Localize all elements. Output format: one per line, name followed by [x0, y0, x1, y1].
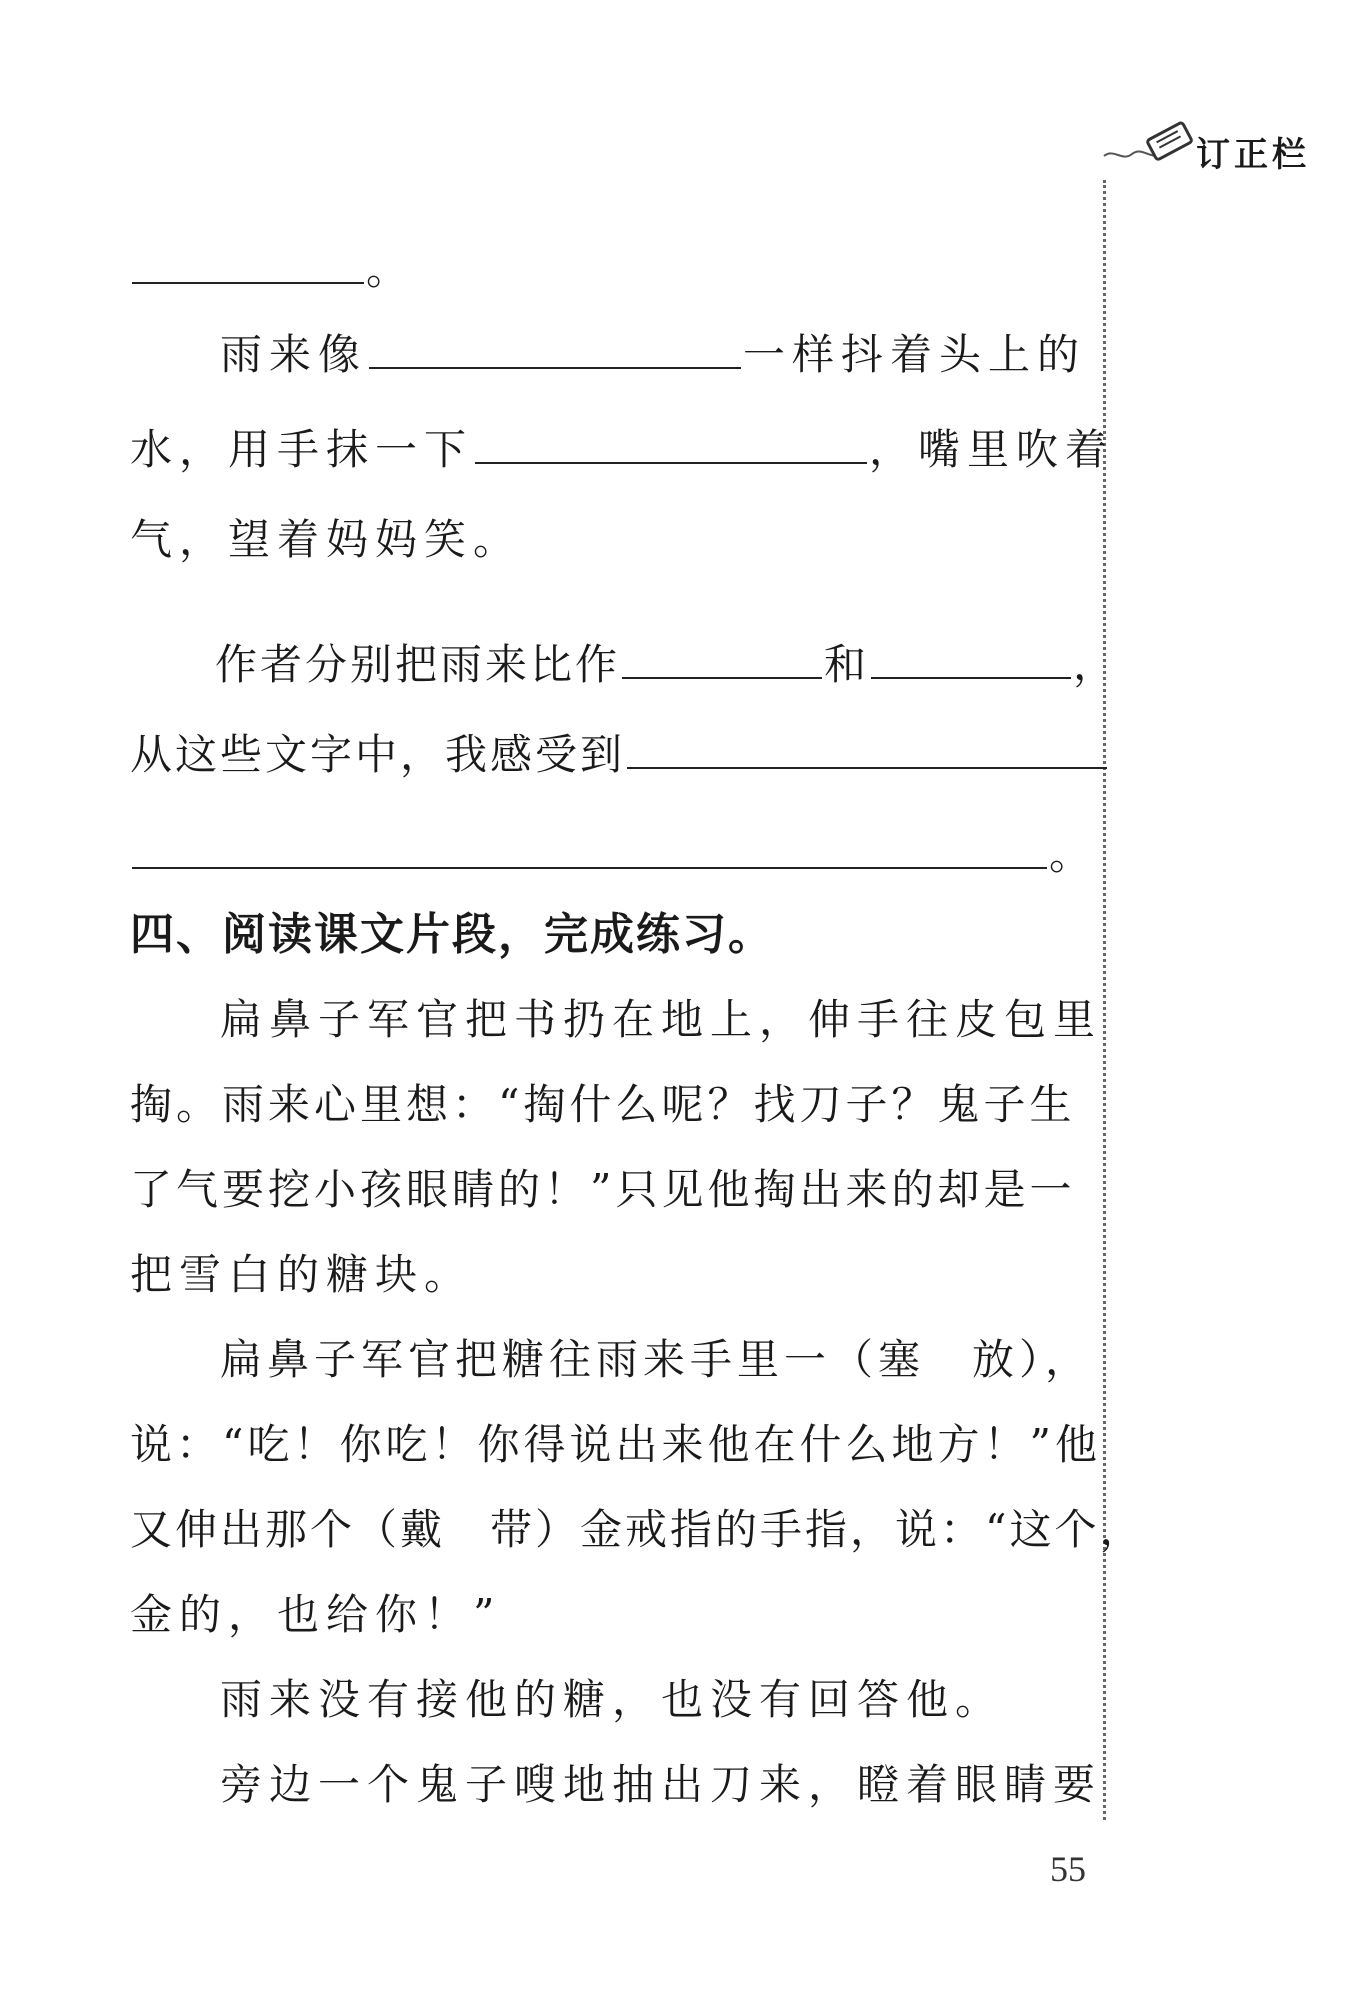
fill-line-2 — [220, 330, 1086, 380]
correction-column-label: 订正栏 — [1196, 135, 1310, 175]
fill-line-6 — [130, 730, 1109, 780]
passage-line: 雨来没有接他的糖，也没有回答他。 — [220, 1675, 1005, 1724]
line-text: 和 — [824, 640, 870, 689]
passage-line: 扁鼻子军官把糖往雨来手里一（塞 放）， — [220, 1335, 1093, 1384]
fill-line-5 — [215, 640, 1118, 690]
answer-blank[interactable] — [475, 430, 867, 464]
passage-line: 掏。雨来心里想：“掏什么呢？找刀子？鬼子生 — [130, 1080, 1076, 1129]
line-text: ， — [1073, 640, 1119, 689]
page-number: 55 — [1050, 1849, 1086, 1889]
passage-line: 了气要挖小孩眼睛的！”只见他掏出来的却是一 — [130, 1165, 1076, 1214]
line-text: 作者分别把雨来比作 — [215, 640, 621, 689]
line-text: ，嘴里吹着 — [869, 425, 1115, 474]
line-text: 。 — [366, 245, 412, 294]
passage-line: 又伸出那个（戴 带）金戒指的手指，说：“这个， — [130, 1505, 1145, 1554]
text-line-4: 气，望着妈妈笑。 — [130, 515, 523, 564]
correction-column-header — [1100, 112, 1340, 182]
answer-blank[interactable] — [871, 645, 1071, 679]
answer-blank[interactable] — [132, 835, 1047, 869]
passage-line: 扁鼻子军官把书扔在地上，伸手往皮包里 — [220, 995, 1103, 1044]
answer-blank[interactable] — [622, 645, 822, 679]
line-text: 。 — [1049, 830, 1095, 879]
fill-line-3 — [130, 425, 1114, 475]
section-heading: 四、阅读课文片段，完成练习。 — [130, 909, 774, 960]
fill-line-7 — [130, 830, 1094, 880]
passage-line: 旁边一个鬼子嗖地抽出刀来，瞪着眼睛要 — [220, 1760, 1103, 1809]
line-text: 水，用手抹一下 — [130, 425, 474, 474]
passage-line: 说：“吃！你吃！你得说出来他在什么地方！”他 — [130, 1420, 1101, 1469]
line-text: 一样抖着头上的 — [743, 330, 1087, 379]
answer-blank[interactable] — [369, 335, 741, 369]
line-text: 雨来像 — [220, 330, 368, 379]
passage-line: 金的，也给你！” — [130, 1590, 502, 1639]
answer-blank[interactable] — [627, 735, 1107, 769]
passage-line: 把雪白的糖块。 — [130, 1250, 474, 1299]
fill-line-1 — [130, 245, 411, 295]
line-text: 从这些文字中，我感受到 — [130, 730, 626, 779]
answer-blank[interactable] — [132, 250, 364, 284]
eraser-icon — [1100, 112, 1200, 172]
